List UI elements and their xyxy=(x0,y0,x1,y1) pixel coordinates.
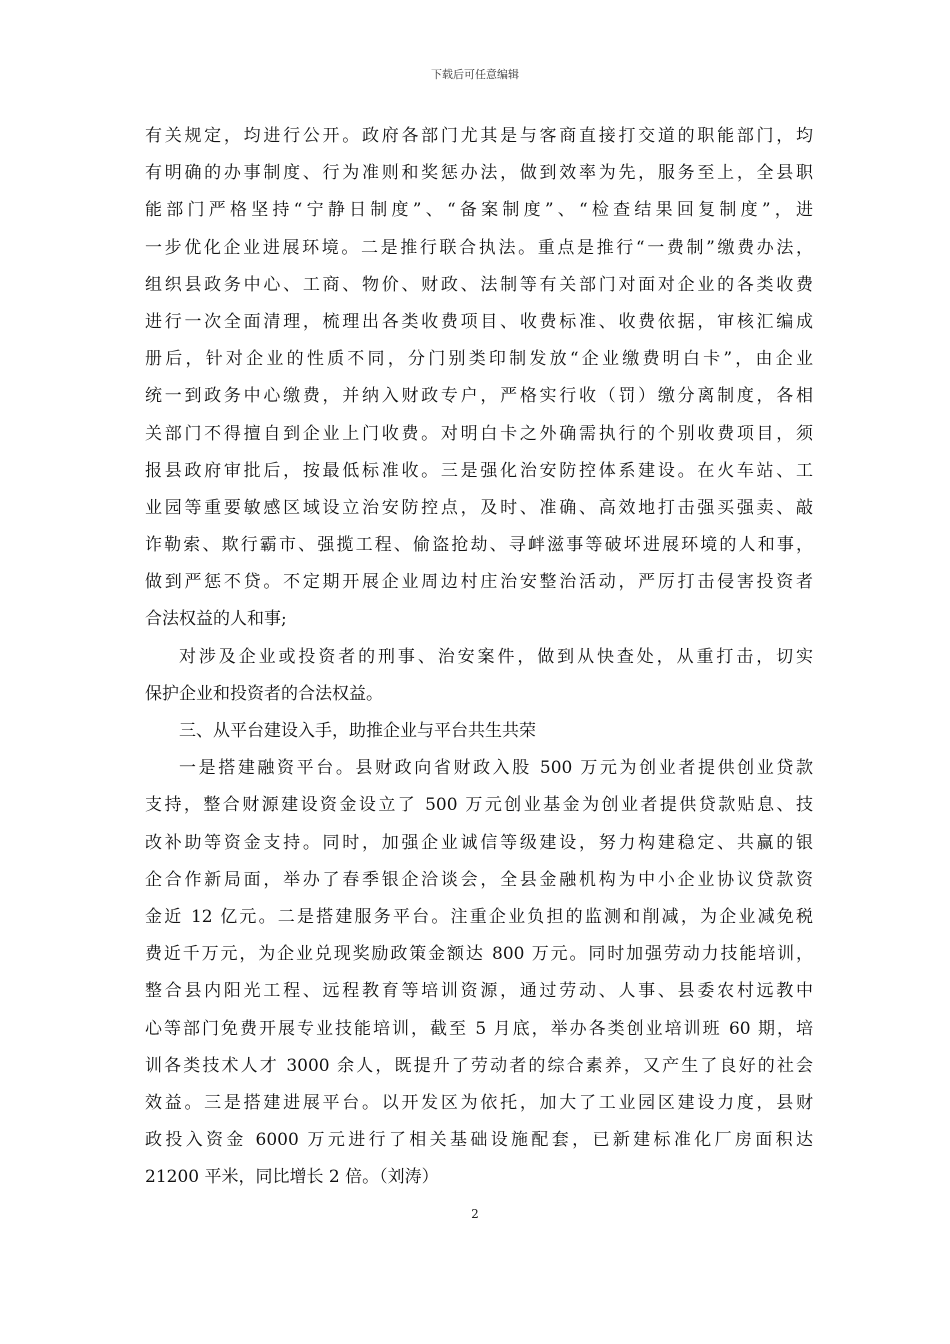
text-line: 对涉及企业或投资者的刑事、治安案件，做到从快查处，从重打击，切实 xyxy=(179,646,813,667)
text-line: 三、从平台建设入手，助推企业与平台共生共荣 xyxy=(179,721,536,741)
text-line: 保护企业和投资者的合法权益。 xyxy=(145,683,383,704)
text-line: 合法权益的人和事; xyxy=(145,609,287,630)
text-line: 金近 12 亿元。二是搭建服务平台。注重企业负担的监测和削减，为企业减免税 xyxy=(145,906,813,927)
text-line: 关部门不得擅自到企业上门收费。对明白卡之外确需执行的个别收费项目，须 xyxy=(145,423,813,444)
text-line: 组织县政务中心、工商、物价、财政、法制等有关部门对面对企业的各类收费 xyxy=(145,274,813,295)
paragraph xyxy=(145,750,813,1196)
page-number: 2 xyxy=(471,1207,479,1221)
text-line: 册后，针对企业的性质不同，分门别类印制发放“企业缴费明白卡”，由企业 xyxy=(145,349,813,370)
text-line: 支持，整合财源建设资金设立了 500 万元创业基金为创业者提供贷款贴息、技 xyxy=(145,795,813,816)
text-line: 统一到政务中心缴费，并纳入财政专户，严格实行收（罚）缴分离制度，各相 xyxy=(145,386,813,407)
text-line: 做到严惩不贷。不定期开展企业周边村庄治安整治活动，严厉打击侵害投资者 xyxy=(145,572,813,593)
text-line: 改补助等资金支持。同时，加强企业诚信等级建设，努力构建稳定、共赢的银 xyxy=(145,832,813,853)
text-line: 诈勒索、欺行霸市、强揽工程、偷盗抢劫、寻衅滋事等破坏进展环境的人和事， xyxy=(145,535,813,556)
paragraph xyxy=(145,713,813,750)
paragraph xyxy=(145,118,813,639)
text-line: 有关规定，均进行公开。政府各部门尤其是与客商直接打交道的职能部门，均 xyxy=(145,126,813,146)
text-line: 效益。三是搭建进展平台。以开发区为依托，加大了工业园区建设力度，县财 xyxy=(145,1092,813,1113)
text-line: 进行一次全面清理，梳理出各类收费项目、收费标准、收费依据，审核汇编成 xyxy=(145,311,813,332)
text-line: 一是搭建融资平台。县财政向省财政入股 500 万元为创业者提供创业贷款 xyxy=(179,758,813,779)
text-line: 业园等重要敏感区域设立治安防控点，及时、准确、高效地打击强买强卖、敲 xyxy=(145,497,813,518)
text-line: 心等部门免费开展专业技能培训，截至 5 月底，举办各类创业培训班 60 期，培 xyxy=(145,1018,813,1039)
text-line: 21200 平米，同比增长 2 倍。（刘涛） xyxy=(145,1167,439,1188)
text-line: 政投入资金 6000 万元进行了相关基础设施配套，已新建标准化厂房面积达 xyxy=(145,1130,813,1151)
page-header: 下载后可任意编辑 xyxy=(431,68,519,81)
text-line: 企合作新局面，举办了春季银企洽谈会，全县金融机构为中小企业协议贷款资 xyxy=(145,869,813,890)
text-line: 训各类技术人才 3000 余人，既提升了劳动者的综合素养，又产生了良好的社会 xyxy=(145,1055,813,1076)
paragraph xyxy=(145,639,813,713)
document-body xyxy=(145,118,813,1196)
text-line: 报县政府审批后，按最低标准收。三是强化治安防控体系建设。在火车站、工 xyxy=(145,460,813,481)
text-line: 整合县内阳光工程、远程教育等培训资源，通过劳动、人事、县委农村远教中 xyxy=(145,981,813,1002)
text-line: 费近千万元，为企业兑现奖励政策金额达 800 万元。同时加强劳动力技能培训， xyxy=(145,944,813,965)
text-line: 能部门严格坚持“宁静日制度”、“备案制度”、“检查结果回复制度”，进 xyxy=(145,200,813,221)
text-line: 有明确的办事制度、行为准则和奖惩办法，做到效率为先，服务至上，全县职 xyxy=(145,163,813,184)
text-line: 一步优化企业进展环境。二是推行联合执法。重点是推行“一费制”缴费办法， xyxy=(145,237,813,258)
